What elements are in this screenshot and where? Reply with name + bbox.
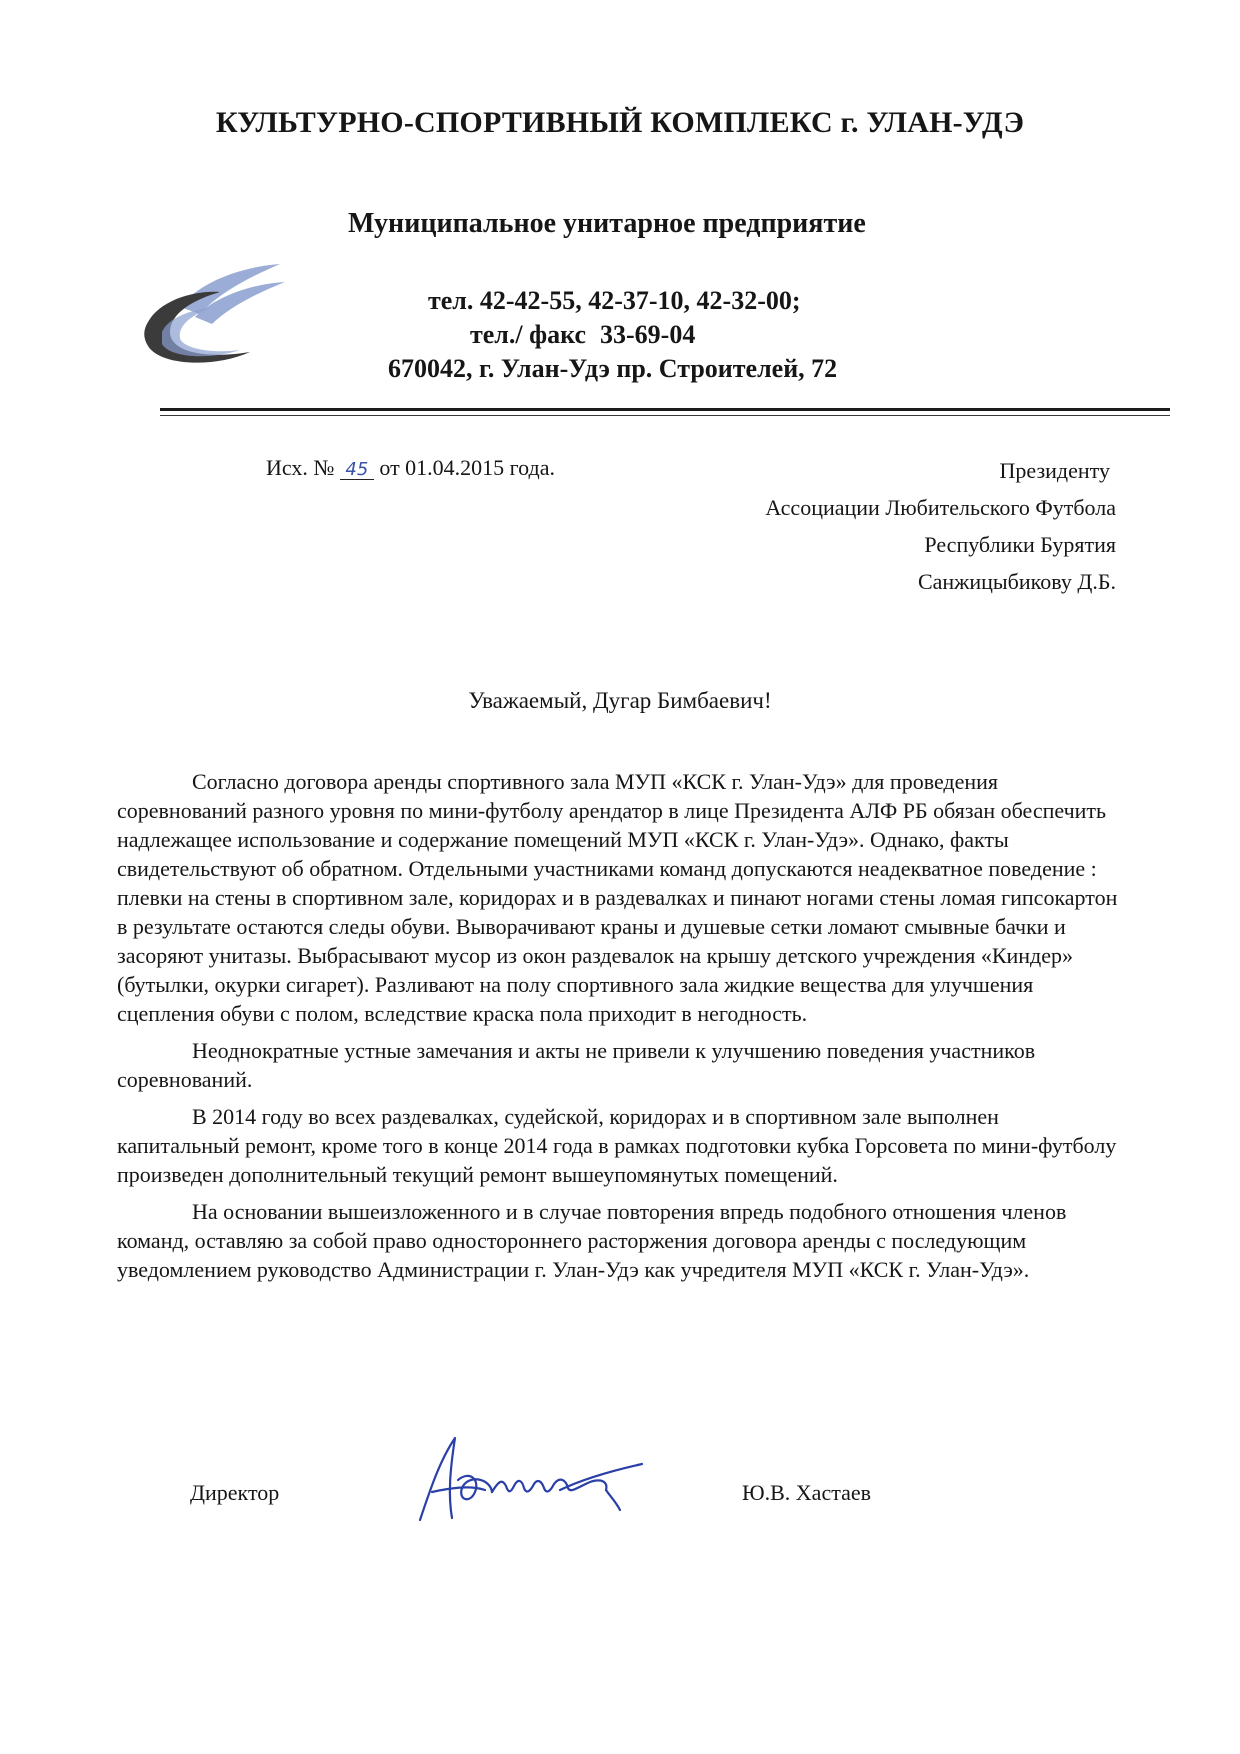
paragraph: В 2014 году во всех раздевалках, судейской, коридорах и в спортивном зале выполнен капитальный ремонт, кроме того в конце 2014 года в рамках подготовки кубка Горсовета по мини-футболу произведен дополнительный текущий ремонт вышеупомянутых помещений. <box>117 1104 1117 1187</box>
fax-number: 33-69-04 <box>600 320 696 349</box>
outgoing-reference <box>266 455 555 481</box>
header-divider <box>160 408 1170 411</box>
addressee-name: Санжицыбикову Д.Б. <box>917 569 1116 594</box>
organization-name: КУЛЬТУРНО-СПОРТИВНЫЙ КОМПЛЕКС г. УЛАН-УДЭ <box>215 106 1025 139</box>
organization-type: Муниципальное унитарное предприятие <box>348 208 866 239</box>
addressee-title: Президенту <box>999 458 1110 483</box>
swoosh-logo-icon <box>140 262 290 377</box>
paragraph: На основании вышеизложенного и в случае повторения впредь подобного отношения членов команд, оставляю за собой право одностороннего расторжения договора аренды с последующим уведомлением руководство Администрации г. Улан-Удэ как учредителя МУП «КСК г. Улан-Удэ». <box>117 1199 1067 1282</box>
phone-numbers: тел. 42-42-55, 42-37-10, 42-32-00; <box>428 286 801 315</box>
signer-title: Директор <box>190 1480 280 1505</box>
fax-label: тел./ факс <box>470 320 586 349</box>
outgoing-date: от 01.04.2015 года. <box>379 455 555 480</box>
addressee-block <box>765 452 1116 600</box>
addressee-region: Республики Бурятия <box>924 532 1116 557</box>
addressee-organization: Ассоциации Любительского Футбола <box>765 495 1116 520</box>
outgoing-prefix: Исх. № <box>266 455 335 480</box>
letter-body <box>117 767 1123 1292</box>
organization-address: 670042, г. Улан-Удэ пр. Строителей, 72 <box>388 354 838 383</box>
outgoing-number: 45 <box>340 461 374 480</box>
paragraph: Согласно договора аренды спортивного зала МУП «КСК г. Улан-Удэ» для проведения соревнований разного уровня по мини-футболу арендатор в лице Президента АЛФ РБ обязан обеспечить надлежащее использование и содержание помещений МУП «КСК г. Улан-Удэ». Однако, факты свидетельствуют об обратном. Отдельными участниками команд допускаются неадекватное поведение : плевки на стены в спортивном зале, коридорах и в раздевалках и пинают ногами стены ломая гипсокартон в результате остаются следы обуви. Выворачивают краны и душевые сетки ломают смывные бачки и засоряют унитазы. Выбрасывают мусор из окон раздевалок на крышу детского учреждения «Киндер» (бутылки, окурки сигарет). Разливают на полу спортивного зала жидкие вещества для улучшения сцепления обуви с полом, вследствие краска пола приходит в негодность. <box>117 769 1118 1026</box>
paragraph: Неоднократные устные замечания и акты не привели к улучшению поведения участников соревнований. <box>117 1038 1036 1092</box>
handwritten-signature <box>410 1430 670 1535</box>
greeting: Уважаемый, Дугар Бимбаевич! <box>468 688 772 713</box>
signer-name: Ю.В. Хастаев <box>742 1480 872 1505</box>
header-divider-thin <box>160 415 1170 416</box>
